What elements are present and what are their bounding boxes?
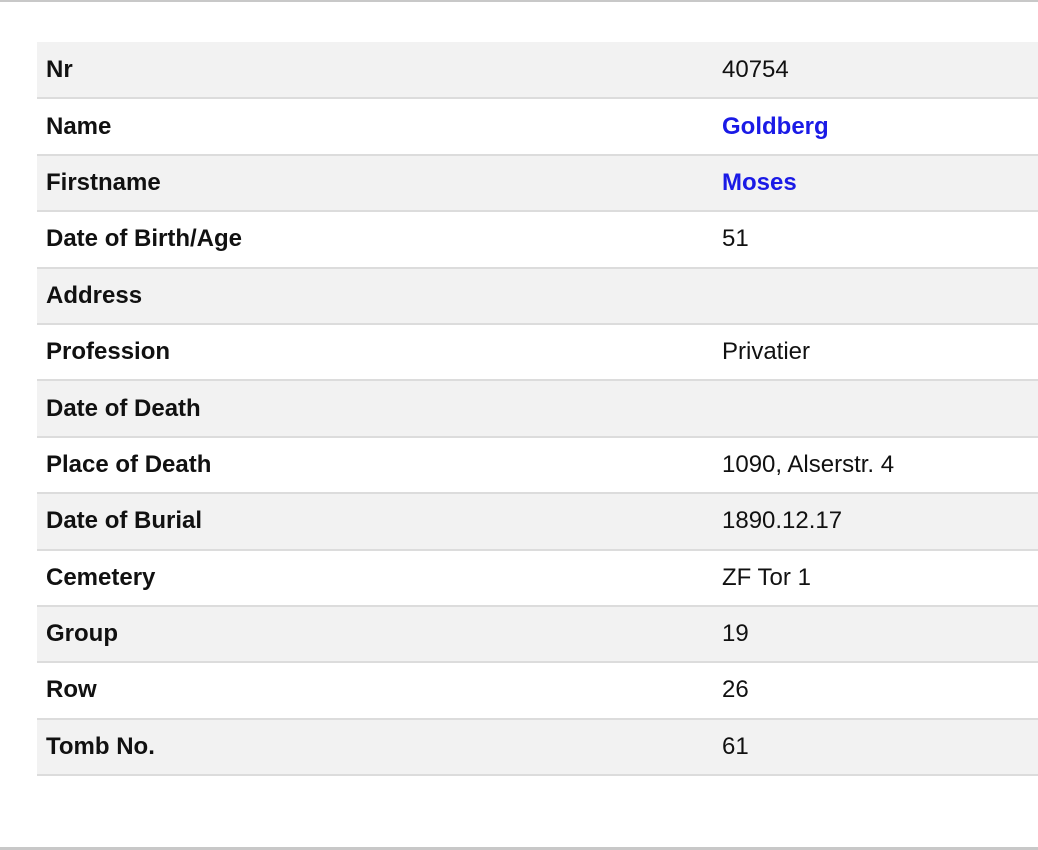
- row-group: [37, 606, 1038, 662]
- firstname-link[interactable]: Moses: [722, 155, 1038, 211]
- row-value: 26: [722, 662, 1038, 718]
- name-link[interactable]: Goldberg: [722, 98, 1038, 154]
- row-nr: [37, 42, 1038, 98]
- row-address: [37, 268, 1038, 324]
- nr-label: Nr: [37, 42, 722, 98]
- date-of-death-value: [722, 380, 1038, 436]
- row-row: [37, 662, 1038, 718]
- address-label: Address: [37, 268, 722, 324]
- firstname-label: Firstname: [37, 155, 722, 211]
- cemetery-label: Cemetery: [37, 550, 722, 606]
- birth-age-label: Date of Birth/Age: [37, 211, 722, 267]
- top-border: [0, 0, 1038, 2]
- row-cemetery: [37, 550, 1038, 606]
- name-label: Name: [37, 98, 722, 154]
- tomb-no-value: 61: [722, 719, 1038, 775]
- profession-label: Profession: [37, 324, 722, 380]
- row-label: Row: [37, 662, 722, 718]
- row-tomb-no: [37, 719, 1038, 775]
- group-label: Group: [37, 606, 722, 662]
- profession-value: Privatier: [722, 324, 1038, 380]
- date-of-burial-value: 1890.12.17: [722, 493, 1038, 549]
- date-of-death-label: Date of Death: [37, 380, 722, 436]
- row-place-of-death: [37, 437, 1038, 493]
- row-name: [37, 98, 1038, 154]
- tomb-no-label: Tomb No.: [37, 719, 722, 775]
- nr-value: 40754: [722, 42, 1038, 98]
- record-details-table: [37, 42, 1038, 776]
- date-of-burial-label: Date of Burial: [37, 493, 722, 549]
- row-profession: [37, 324, 1038, 380]
- row-firstname: [37, 155, 1038, 211]
- row-date-of-death: [37, 380, 1038, 436]
- cemetery-value: ZF Tor 1: [722, 550, 1038, 606]
- address-value: [722, 268, 1038, 324]
- birth-age-value: 51: [722, 211, 1038, 267]
- group-value: 19: [722, 606, 1038, 662]
- place-of-death-value: 1090, Alserstr. 4: [722, 437, 1038, 493]
- row-date-of-burial: [37, 493, 1038, 549]
- place-of-death-label: Place of Death: [37, 437, 722, 493]
- row-birth-age: [37, 211, 1038, 267]
